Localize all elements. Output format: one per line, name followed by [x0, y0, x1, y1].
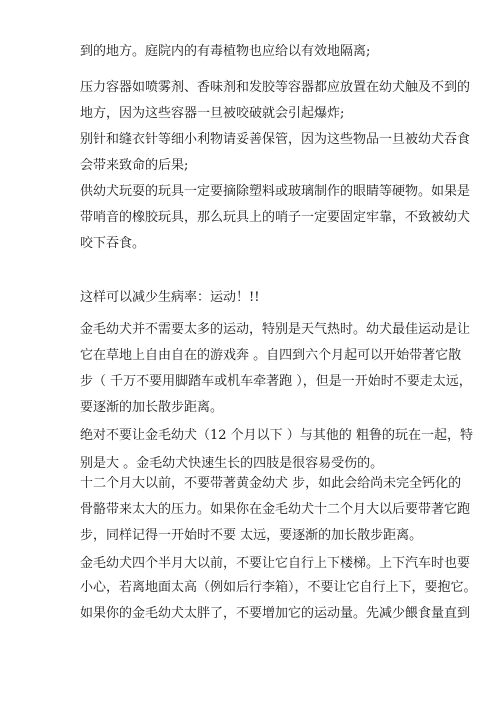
text-line: 金毛幼犬并不需要太多的运动，特别是天气热时。幼犬最佳运动是让	[80, 322, 471, 337]
text-line: 别是大 。金毛幼犬快速生长的四肢是很容易受伤的。	[80, 456, 384, 471]
text-line: 地方，因为这些容器一旦被咬破就会引起爆炸;	[80, 106, 345, 121]
text-line: 到的地方。庭院内的有毒植物也应给以有效地隔离;	[80, 44, 371, 59]
text-line: 步（ 千万不要用脚踏车或机车牵著跑 ），但是一开始时不要走太远，	[80, 374, 472, 389]
text-line: 会带来致命的后果;	[80, 158, 189, 173]
text-line: 步，同样记得一开始时不要 太远，要逐渐的加长散步距离。	[80, 528, 423, 543]
text-line: 压力容器如喷雾剂、香味剂和发胶等容器都应放置在幼犬触及不到的	[80, 80, 471, 95]
text-line: 如果你的金毛幼犬太胖了，不要增加它的运动量。先减少餵食量直到	[80, 606, 471, 621]
text-line: 十二个月大以前，不要带著黄金幼犬 步，如此会给尚未完全钙化的	[80, 476, 462, 491]
text-line: 咬下吞食。	[80, 236, 146, 251]
text-line: 别针和缝衣针等细小利物请妥善保管，因为这些物品一旦被幼犬吞食	[80, 132, 471, 147]
text-line: 小心，若离地面太高（例如后行李箱），不要让它自行上下，要抱它。	[80, 580, 477, 595]
text-line: 要逐渐的加长散步距离。	[80, 400, 224, 415]
section-heading: 这样可以减少生病率：运动！!!	[80, 290, 260, 305]
text-line: 带哨音的橡胶玩具，那么玩具上的哨子一定要固定牢靠，不致被幼犬	[80, 210, 471, 225]
text-line: 金毛幼犬四个半月大以前，不要让它自行上下楼梯。上下汽车时也要	[80, 556, 471, 571]
text-line: 骨骼带来太大的压力。如果你在金毛幼犬十二个月大以后要带著它跑	[80, 502, 471, 517]
text-line: 供幼犬玩耍的玩具一定要摘除塑料或玻璃制作的眼睛等硬物。如果是	[80, 184, 471, 199]
text-line: 绝对不要让金毛幼犬（12 个月以下 ）与其他的 粗鲁的玩在一起，特	[80, 428, 473, 443]
text-line: 它在草地上自由自在的游戏奔 。自四到六个月起可以开始带著它散	[80, 348, 462, 363]
